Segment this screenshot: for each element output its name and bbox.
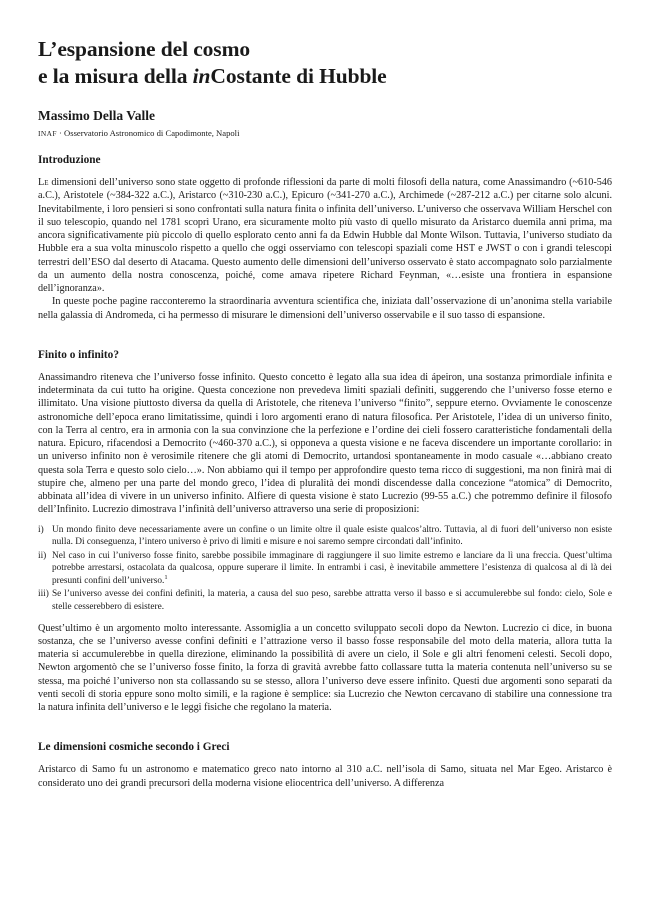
author-affiliation: [38, 128, 612, 139]
intro-paragraph-1: [38, 176, 612, 295]
footnote-marker[interactable]: 1: [164, 573, 168, 581]
title-line-2-em: in: [192, 64, 211, 88]
article-title: [38, 36, 612, 90]
intro-paragraph-1-text: dimensioni dell’universo sono state oggetto di profonde riflessioni da parte di molti filosofi della natura, come Anassimandro (~610-546 a.C.), Aristotele (~384-322 a.C.), Aristarco (~310-230 a.C.), Epicuro (~341-270 a.C.), Archimede (~287-212 a.C.) per citarne solo alcuni. Inevitabilmente, i loro pensieri si sono confrontati sulla natura finita o infinita dell’universo. L’universo che osservava William Herschel con il suo telescopio, quando nel 1781 scoprì Urano, era sicuramente molto più vasto di quello misurato da Aristarco duemila anni prima, ma ancora significativamente più piccolo di quello esplorato cento anni fa da Edwin Hubble dal Monte Wilson. Tuttavia, l’universo studiato da Hubble era a sua volta minuscolo rispetto a quello che oggi osserviamo con telescopi spaziali come HST e JWST o con i grandi telescopi terrestri dell’ESO dal deserto di Atacama. Questo aumento delle dimensioni dell’universo osservato è stato accompagnato solo parzialmente da un aumento della nostra conoscenza, poiché, come amava ripetere Richard Feynman, «…esiste una frontiera in espansione dell’ignoranza».: [38, 177, 612, 294]
title-line-2-pre: e la misura della: [38, 64, 193, 88]
list-item-text: Un mondo finito deve necessariamente avere un confine o un limite oltre il quale esiste qualcos’altro. Tuttavia, al di fuori dell’universo non esiste nulla. Di conseguenza, l’intero universo è privo di limiti e misure e noi saremo sempre circondati dall’infinito.: [52, 524, 612, 548]
list-item-number: ii): [38, 550, 47, 561]
finito-paragraph-1: Anassimandro riteneva che l’universo fosse infinito. Questo concetto è legato alla sua idea di ápeiron, una sostanza primordiale infinita e indeterminata da cui tutto ha origine. Questa concezione non prevedeva limiti spaziali definiti, suggerendo che l’universo fosse eterno e illimitato. Una visione piuttosto diversa da quella di Aristotele, che riteneva l’universo “finito”, seppure eterno. Ovviamente le conoscenze astronomiche dell’epoca erano limitatissime, quindi i loro argomenti erano di natura filosofica. Per Aristotele, l’idea di un universo finito, con la Terra al centro, era in armonia con la sua convinzione che la perfezione e l’ordine dei cieli fossero caratteristiche fondamentali della natura. Epicuro, rifacendosi a Democrito (~460-370 a.C.), si opponeva a questa visione e ne faceva discendere un importante corollario: in un universo infinito non è verosimile ritenere che gli atomi di Democrito, urtandosi spontaneamente in modo casuale «…abbiano creato questa sola Terra e questo solo cielo…». Non abbiamo qui il tempo per approfondire questo tema ricco di suggestioni, ma non finirà mai di stupire che, almeno per una parte del mondo greco, l’idea di pluralità dei mondi discendesse dalla concezione “atomica” di Democrito, abbinata all’idea di vivere in un universo infinito. Alfiere di questa visione è stato Lucrezio (99-55 a.C.) che potremmo definire il filosofo dell’Infinito. Lucrezio dimostrava l’infinità dell’universo attraverso una serie di proposizioni:: [38, 371, 612, 516]
intro-lead-word: Le: [38, 177, 49, 188]
title-line-2-post: Costante di Hubble: [210, 64, 387, 88]
lucrezio-propositions: [38, 524, 612, 614]
affiliation-abbr: INAF: [38, 129, 57, 138]
list-item: [38, 524, 612, 549]
list-item-text: Se l’universo avesse dei confini definiti, la materia, a causa del suo peso, sarebbe attratta verso il basso e si accumulerebbe sul fondo: cielo, Sole e stelle cesserebbero di esistere.: [52, 589, 612, 613]
title-line-1: L’espansione del cosmo: [38, 37, 251, 61]
list-item-number: iii): [38, 589, 49, 600]
section-heading-dimensioni-greci: Le dimensioni cosmiche secondo i Greci: [38, 741, 230, 754]
author-name: Massimo Della Valle: [38, 108, 155, 123]
section-heading-introduzione: Introduzione: [38, 154, 101, 166]
finito-paragraph-2: Quest’ultimo è un argomento molto interessante. Assomiglia a un concetto sviluppato secoli dopo da Newton. Lucrezio ci dice, in buona sostanza, che se l’universo avesse confini definiti e l’attrazione verso il basso fosse responsabile del moto della materia, allora tutta la materia si accumulerebbe in quella direzione, eliminando la possibilità di avere un cielo, il Sole e gli altri fenomeni celesti. Secoli dopo, Newton argomentò che se l’universo fosse finito, la forza di gravità avrebbe fatto collassare tutta la materia contenuta nell’universo su se stessa, ma poiché l’universo non sta collassando su se stesso, allora l’universo deve essere infinito. Questi due argomenti sono separati da venti secoli di storia eppure sono molto simili, e la ragione è semplice: sia Lucrezio che Newton cercavano di stabilire una connessione tra la natura infinita dell’universo e le leggi fisiche che regolano la materia.: [38, 622, 612, 714]
list-item-text: Nel caso in cui l’universo fosse finito, sarebbe possibile immaginare di raggiungere il suo limite estremo e lanciare da lì una freccia. Quest’ultima potrebbe arrestarsi, ostacolata da qualcosa, oppure superare il limite. In entrambi i casi, è inevitabile ammettere l’esistenza di qualcosa al di là dei presunti confini dell’universo.: [52, 550, 612, 586]
affiliation-rest: · Osservatorio Astronomico di Capodimonte, Napoli: [56, 128, 240, 138]
greci-paragraph-1: Aristarco di Samo fu un astronomo e matematico greco nato intorno al 310 a.C. nell’isola di Samo, situata nel Mar Egeo. Aristarco è considerato uno dei grandi precursori della moderna visione eliocentrica dell’universo. A differenza: [38, 764, 612, 789]
list-item: [38, 550, 612, 588]
intro-paragraph-2: In queste poche pagine racconteremo la straordinaria avventura scientifica che, iniziata dall’osservazione di un’anonima stella variabile nella galassia di Andromeda, ci ha permesso di misurare le dimensioni dell’universo osservabile e il suo tasso di espansione.: [38, 296, 612, 321]
section-heading-finito-infinito: Finito o infinito?: [38, 348, 119, 361]
list-item: [38, 588, 612, 613]
list-item-number: i): [38, 524, 44, 535]
